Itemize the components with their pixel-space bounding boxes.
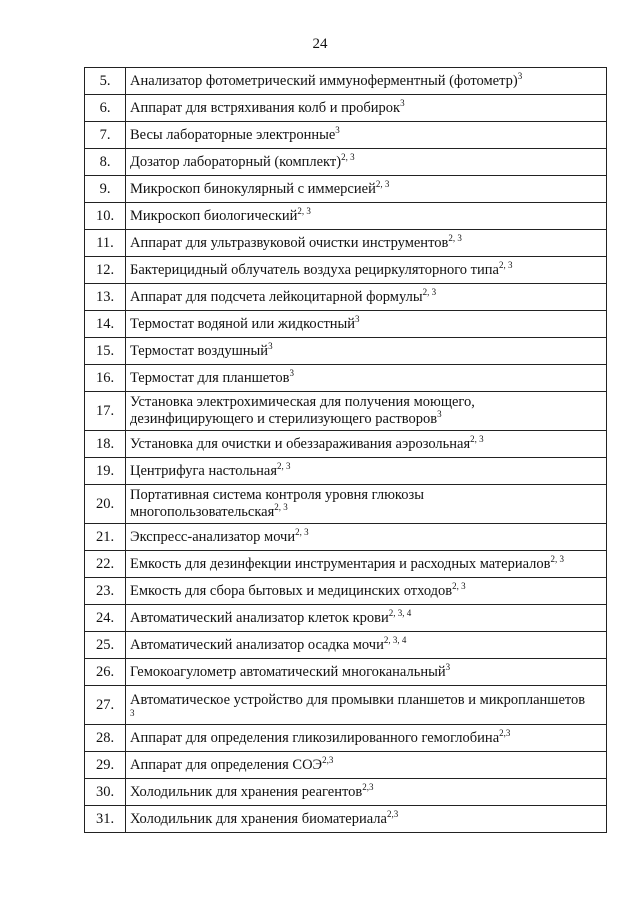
footnote-ref: 2, 3 [295, 526, 309, 537]
equipment-table [84, 67, 607, 833]
row-number: 25. [85, 632, 126, 659]
footnote-ref: 3 [130, 708, 135, 718]
footnote-ref: 2, 3 [422, 286, 437, 297]
row-number: 21. [85, 524, 126, 551]
row-name: Весы лабораторные электронные$^3$ [126, 122, 607, 149]
table-row [85, 431, 607, 458]
row-name: Бактерицидный облучатель воздуха рециркуляторного типа$^{2, 3}$ [126, 257, 607, 284]
row-number: 19. [85, 458, 126, 485]
table-row [85, 257, 607, 284]
footnote-ref: 2, 3 [375, 178, 390, 189]
footnote-ref: 2, 3, 4 [388, 607, 412, 618]
row-number: 10. [85, 203, 126, 230]
footnote-ref: 2, 3, 4 [383, 634, 407, 645]
footnote-ref: 3 [445, 661, 451, 672]
footnote-ref: 3 [355, 313, 360, 324]
table-row [85, 176, 607, 203]
footnote-ref: 2, 3 [297, 205, 311, 216]
table-row [85, 338, 607, 365]
row-number: 13. [85, 284, 126, 311]
table-row [85, 392, 607, 431]
row-number: 23. [85, 578, 126, 605]
table-row [85, 659, 607, 686]
table-row [85, 806, 607, 833]
row-name: Аппарат для подсчета лейкоцитарной формулы$^{2, 3}$ [126, 284, 607, 311]
row-name: Автоматический анализатор клеток крови$^{2, 3, 4}$ [126, 605, 607, 632]
table-row [85, 122, 607, 149]
table-row [85, 551, 607, 578]
footnote-ref: 3 [437, 409, 442, 420]
table-row [85, 458, 607, 485]
row-name: Автоматическое устройство для промывки планшетов и микропланшетов 3 [126, 686, 607, 725]
row-number: 24. [85, 605, 126, 632]
footnote-ref: 3 [400, 97, 405, 108]
table-row [85, 605, 607, 632]
row-number: 11. [85, 230, 126, 257]
table-row [85, 68, 607, 95]
table-row [85, 284, 607, 311]
row-name: Холодильник для хранения биоматериала$^{2,3}$ [126, 806, 607, 833]
row-number: 15. [85, 338, 126, 365]
row-name: Емкость для сбора бытовых и медицинских отходов$^{2, 3}$ [126, 578, 607, 605]
row-number: 28. [85, 725, 126, 752]
row-name: Дозатор лабораторный (комплект)$^{2, 3}$ [126, 149, 607, 176]
row-number: 6. [85, 95, 126, 122]
table-row [85, 149, 607, 176]
table-row [85, 779, 607, 806]
table-row [85, 485, 607, 524]
row-name: Аппарат для встряхивания колб и пробирок$^3$ [126, 95, 607, 122]
footnote-ref: 2,3 [386, 808, 399, 819]
table-row [85, 311, 607, 338]
row-name: Гемокоагулометр автоматический многоканальный$^3$ [126, 659, 607, 686]
row-name: Портативная система контроля уровня глюкозы многопользовательская$^{2, 3}$ [126, 485, 607, 524]
table-row [85, 578, 607, 605]
row-name: Микроскоп биологический$^{2, 3}$ [126, 203, 607, 230]
footnote-ref: 2, 3 [341, 151, 355, 162]
table-row [85, 203, 607, 230]
table-row [85, 632, 607, 659]
footnote-ref: 2, 3 [277, 460, 291, 471]
footnote-ref: 2, 3 [274, 502, 288, 513]
row-name: Термостат воздушный$^3$ [126, 338, 607, 365]
row-number: 30. [85, 779, 126, 806]
footnote-ref: 2, 3 [550, 553, 565, 564]
footnote-ref: 3 [335, 124, 340, 135]
row-number: 29. [85, 752, 126, 779]
row-name: Термостат для планшетов$^3$ [126, 365, 607, 392]
page-number: 24 [312, 36, 328, 52]
row-name: Термостат водяной или жидкостный$^3$ [126, 311, 607, 338]
row-name: Автоматический анализатор осадка мочи$^{2, 3, 4}$ [126, 632, 607, 659]
row-name: Аппарат для ультразвуковой очистки инструментов$^{2, 3}$ [126, 230, 607, 257]
table-row [85, 725, 607, 752]
row-name: Микроскоп бинокулярный с иммерсией$^{2, 3}$ [126, 176, 607, 203]
row-number: 7. [85, 122, 126, 149]
row-name: Установка для очистки и обеззараживания аэрозольная$^{2, 3}$ [126, 431, 607, 458]
row-name: Аппарат для определения СОЭ$^{2,3}$ [126, 752, 607, 779]
footnote-ref: 2, 3 [498, 259, 513, 270]
row-number: 17. [85, 392, 126, 431]
row-number: 12. [85, 257, 126, 284]
footnote-ref: 2, 3 [452, 580, 466, 591]
row-number: 14. [85, 311, 126, 338]
row-number: 22. [85, 551, 126, 578]
footnote-ref: 3 [268, 340, 273, 351]
row-number: 16. [85, 365, 126, 392]
footnote-ref: 2,3 [322, 754, 334, 765]
table-row [85, 365, 607, 392]
footnote-ref: 2,3 [499, 727, 511, 738]
footnote-ref: 2,3 [362, 781, 374, 792]
row-number: 20. [85, 485, 126, 524]
row-name: Установка электрохимическая для получения моющего, дезинфицирующего и стерилизующего растворов$^3$ [126, 392, 607, 431]
row-number: 27. [85, 686, 126, 725]
footnote-ref: 3 [517, 70, 523, 81]
row-name: Емкость для дезинфекции инструментария и расходных материалов$^{2, 3}$ [126, 551, 607, 578]
row-name: Холодильник для хранения реагентов$^{2,3}$ [126, 779, 607, 806]
table-row [85, 524, 607, 551]
row-number: 31. [85, 806, 126, 833]
row-number: 9. [85, 176, 126, 203]
row-number: 8. [85, 149, 126, 176]
table-row [85, 230, 607, 257]
row-name: Анализатор фотометрический иммуноферментный (фотометр)$^3$ [126, 68, 607, 95]
row-name: Центрифуга настольная$^{2, 3}$ [126, 458, 607, 485]
table-row [85, 686, 607, 725]
row-number: 26. [85, 659, 126, 686]
table-row [85, 95, 607, 122]
row-number: 5. [85, 68, 126, 95]
footnote-ref: 2, 3 [448, 232, 462, 243]
row-name: Экспресс-анализатор мочи$^{2, 3}$ [126, 524, 607, 551]
row-number: 18. [85, 431, 126, 458]
row-name: Аппарат для определения гликозилированного гемоглобина$^{2,3}$ [126, 725, 607, 752]
table-row [85, 752, 607, 779]
footnote-ref: 2, 3 [470, 433, 484, 444]
footnote-ref: 3 [289, 367, 294, 378]
